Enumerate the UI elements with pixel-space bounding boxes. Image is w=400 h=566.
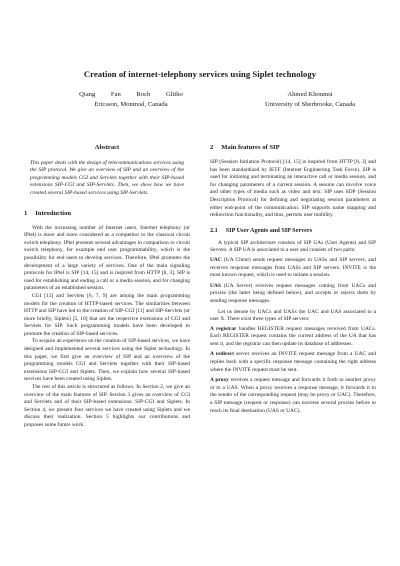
right-column: [210, 144, 376, 418]
definition-term: A proxy: [210, 377, 229, 384]
definition-uas: [210, 283, 376, 306]
authors-right: [240, 90, 380, 110]
definition-term: UAS: [210, 282, 221, 289]
paragraph: CGI [13] and Servlets [6, 7, 9] are among the main programming models for the creation of HTTP-based services. The similarities between HTTP and SIP have led to the creation of SIP-CGI [11] and SIP-Servlets (or more briefly, Siplets) [5, 10] that are the respective extensions of CGI and Servlets for SIP. Such programming models have been developed to promote the creation of SIP-based services.: [24, 292, 190, 337]
section-1-heading: [24, 210, 190, 218]
section-number: 2: [210, 144, 214, 151]
definition-redirect: [210, 351, 376, 374]
section-title: Main features of SIP: [221, 144, 280, 151]
paragraph: To acquire an experience on the creation of SIP-based services, we have designed and implemented several services using the Siplet technology. In this paper, we first give an overview of SIP and an overview of the programming models CGI and Servlets together with their SIP-based extensions SIP-CGI and Siplets. Then, we explain how several SIP-based services have been created using Siplets.: [24, 338, 190, 383]
definition-term: UAC: [210, 256, 222, 263]
paragraph: A typical SIP architecture consists of SIP UAs (User Agents) and SIP Servers. A SIP UA is associated to a user and consists of two parts:: [210, 239, 376, 254]
authors-left: [56, 90, 206, 110]
definition-uac: [210, 257, 376, 280]
subsection-title: SIP User Agents and SIP Servers: [225, 226, 313, 234]
section-number: 1: [24, 209, 28, 217]
definition-desc: (UA Server) receives request messages coming from UACs and proxies (the latter being defined below), and accepts or rejects them by sending response messages.: [210, 282, 376, 304]
abstract-heading: Abstract: [94, 144, 120, 151]
affiliation-left: Ericsson, Montreal, Canada: [94, 101, 168, 108]
author-block: [0, 90, 400, 120]
subsection-2-1-heading: [210, 227, 376, 235]
definition-desc: handles REGISTER request messages received from UACs. Each REGISTER request contains the current address of the UA that has sent it, and the registrar can then update its database of addresses.: [210, 325, 376, 347]
left-column: [24, 144, 190, 430]
definition-desc: server receives an INVITE request message from a UAC and replies back with a specific response message containing the right address where the INVITE request must be sent.: [210, 351, 376, 373]
section-title: Introduction: [35, 209, 72, 217]
paragraph: The rest of this article is structured as follows. In Section 2, we give an overview of the main features of SIP. Section 3 gives an overview of CGI and Servlets and of their SIP-based extensions: SIP-CGI and Siplets. In Section 4, we present four services we have created using Siplets and we discuss their realization. Section 5 highlights our contributions and proposes some future work.: [24, 384, 190, 428]
definition-registrar: [210, 326, 376, 349]
definition-proxy: [210, 377, 376, 415]
author-names-right: Ahmed Khoumsi: [287, 91, 333, 98]
paragraph: With the increasing number of Internet users, Internet telephony (or IPtel) is more and more considered as a competitor to the classical circuit switch telephony. IPtel presents several advantages in comparison to circuit switch telephony, for example end user programmability, which is the possibility for end users to develop services. Therefore, IPtel promotes the development of a large variety of services. One of the main signaling protocols for IPtel is SIP [14, 15] and is inspired from HTTP [8, 3]. SIP is used for establishing and ending a call or a media session, and for changing parameters of an established session.: [24, 224, 190, 292]
abstract-text: This paper deals with the design of telecommunications services using the SIP protocol. We give an overview of SIP and an overview of the programming models CGI and Servlets together with their SIP-based extensions SIP-CGI and SIP-Servlets. Then, we show how we have created several SIP-based services using SIP-Servlets.: [30, 159, 184, 196]
subsection-number: 2.1: [210, 226, 218, 234]
affiliation-right: University of Sherbrooke, Canada: [264, 101, 356, 108]
definition-term: A redirect: [210, 351, 234, 358]
author-names-left: Qiang Fan Roch Glitho: [79, 91, 183, 98]
section-2-heading: [210, 144, 376, 152]
definition-desc: (UA Client) sends request messages to UASs and SIP servers, and receives response messages from UASs and SIP servers. INVITE is the most known request, which is used to initiate a session.: [210, 256, 377, 279]
paragraph: SIP (Session Initiation Protocol) [14, 15] is inspired from HTTP [8, 3] and has been standardized by IETF (Internet Engineering Task Force). SIP is used for initiating and terminating an interactive call or media session, and for changing parameters of a current session. A session can involve voice and other types of media such as video and text. SIP uses SDP (Session Description Protocol) for defining and negotiating session parameters at either end-point of the communication. SIP supports name mapping and redirection functionality, and thus, permits user mobility.: [210, 159, 376, 219]
paragraph: Let us denote by UACx and UASx the UAC and UAS associated to a user X. There exist three types of SIP servers:: [210, 308, 376, 323]
paper-title: Creation of internet-telephony services using Siplet technology: [83, 69, 317, 79]
definition-desc: receives a request message and forwards it forth to another proxy or to a UAS. When a proxy receives a response message, it forwards it to the sender of the corresponding request (may be proxy or UAC). Therefore, a SIP message (request or response) can traverse several proxies before to reach its final destination (UAS or UAC).: [210, 377, 377, 414]
definition-term: A registrar: [210, 325, 237, 332]
